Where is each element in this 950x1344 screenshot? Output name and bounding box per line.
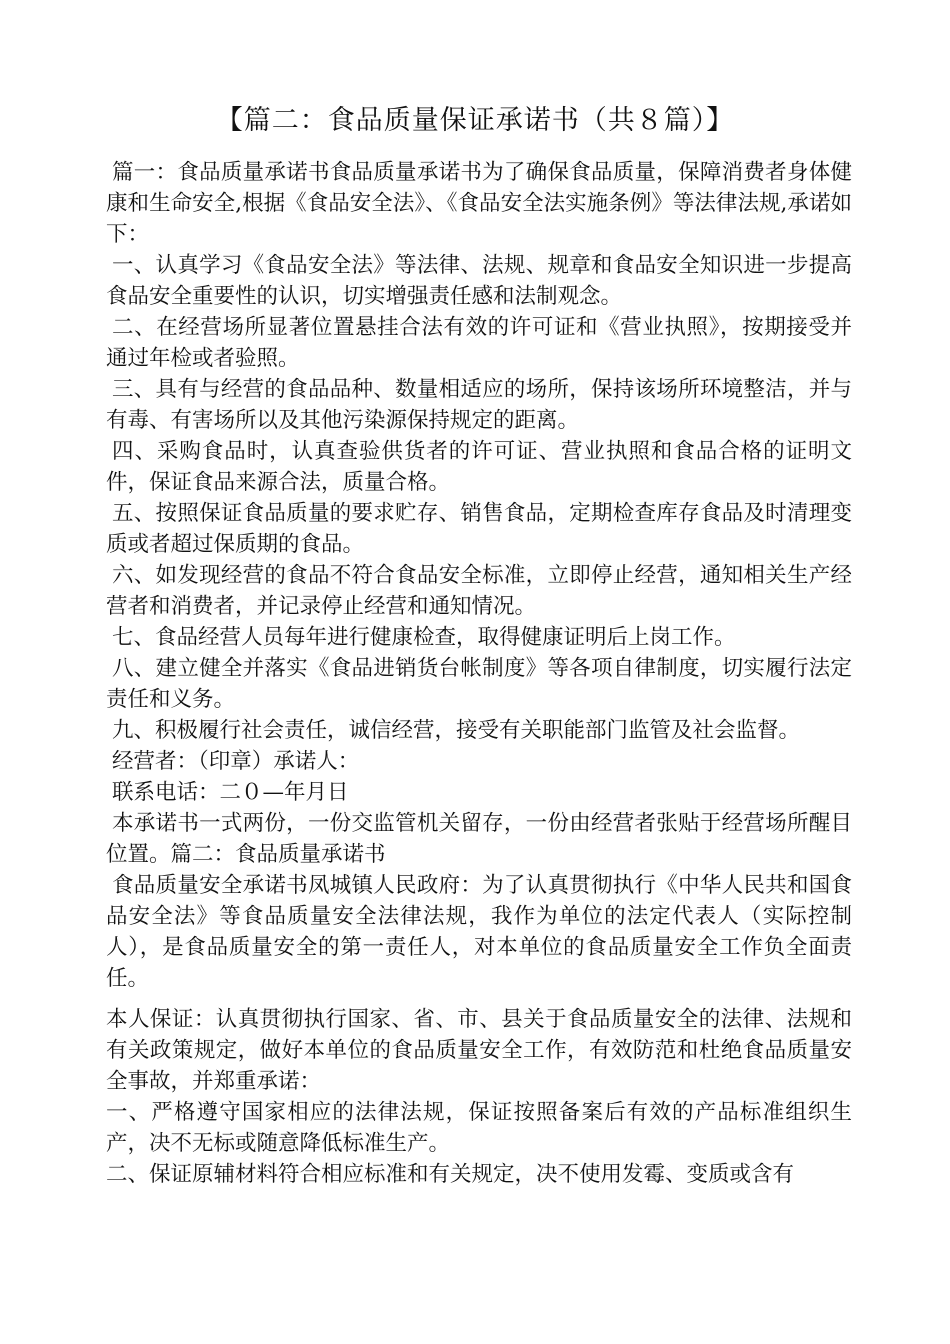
paragraph-intro: 篇一：食品质量承诺书食品质量承诺书为了确保食品质量，保障消费者身体健康和生命安全,根据《食品安全法》、《食品安全法实施条例》等法律法规,承诺如下： — [106, 160, 852, 247]
paragraph-second-intro: 食品质量安全承诺书凤城镇人民政府：为了认真贯彻执行《中华人民共和国食品安全法》等食品质量安全法律法规，我作为单位的法定代表人（实际控制人），是食品质量安全的第一责任人，对本单位的食品质量安全工作负全面责任。 — [106, 873, 852, 991]
paragraph-item-4: 四、采购食品时，认真查验供货者的许可证、营业执照和食品合格的证明文件，保证食品来源合法，质量合格。 — [106, 439, 852, 495]
document-title: 【篇二：食品质量保证承诺书（共８篇）】 — [215, 105, 735, 136]
paragraph-item-1: 一、认真学习《食品安全法》等法律、法规、规章和食品安全知识进一步提高食品安全重要性的认识，切实增强责任感和法制观念。 — [106, 253, 852, 309]
paragraph-item-3: 三、具有与经营的食品品种、数量相适应的场所，保持该场所环境整洁，并与有毒、有害场所以及其他污染源保持规定的距离。 — [106, 377, 852, 433]
paragraph-item-5: 五、按照保证食品质量的要求贮存、销售食品，定期检查库存食品及时清理变质或者超过保质期的食品。 — [106, 501, 852, 557]
paragraph-second-item-1: 一、严格遵守国家相应的法律法规，保证按照备案后有效的产品标准组织生产，决不无标或随意降低标准生产。 — [106, 1100, 852, 1156]
paragraph-item-9: 九、积极履行社会责任，诚信经营，接受有关职能部门监管及社会监督。 — [112, 718, 801, 743]
document-body — [106, 157, 852, 1190]
paragraph-signer: 经营者：（印章）承诺人： — [112, 749, 360, 774]
paragraph-item-2: 二、在经营场所显著位置悬挂合法有效的许可证和《营业执照》，按期接受并通过年检或者验照。 — [106, 315, 852, 371]
paragraph-copies-note: 本承诺书一式两份，一份交监管机关留存，一份由经营者张贴于经营场所醒目位置。篇二：食品质量承诺书 — [106, 811, 852, 867]
paragraph-item-7: 七、食品经营人员每年进行健康检查，取得健康证明后上岗工作。 — [112, 625, 736, 650]
paragraph-guarantee: 本人保证：认真贯彻执行国家、省、市、县关于食品质量安全的法律、法规和有关政策规定，做好本单位的食品质量安全工作，有效防范和杜绝食品质量安全事故，并郑重承诺： — [106, 1007, 852, 1094]
paragraph-item-6: 六、如发现经营的食品不符合食品安全标准，立即停止经营，通知相关生产经营者和消费者，并记录停止经营和通知情况。 — [106, 563, 852, 619]
paragraph-contact-date: 联系电话：二０—年月日 — [112, 780, 349, 805]
paragraph-item-8: 八、建立健全并落实《食品进销货台帐制度》等各项自律制度，切实履行法定责任和义务。 — [106, 656, 852, 712]
paragraph-second-item-2: 二、保证原辅材料符合相应标准和有关规定，决不使用发霉、变质或含有 — [106, 1162, 795, 1187]
